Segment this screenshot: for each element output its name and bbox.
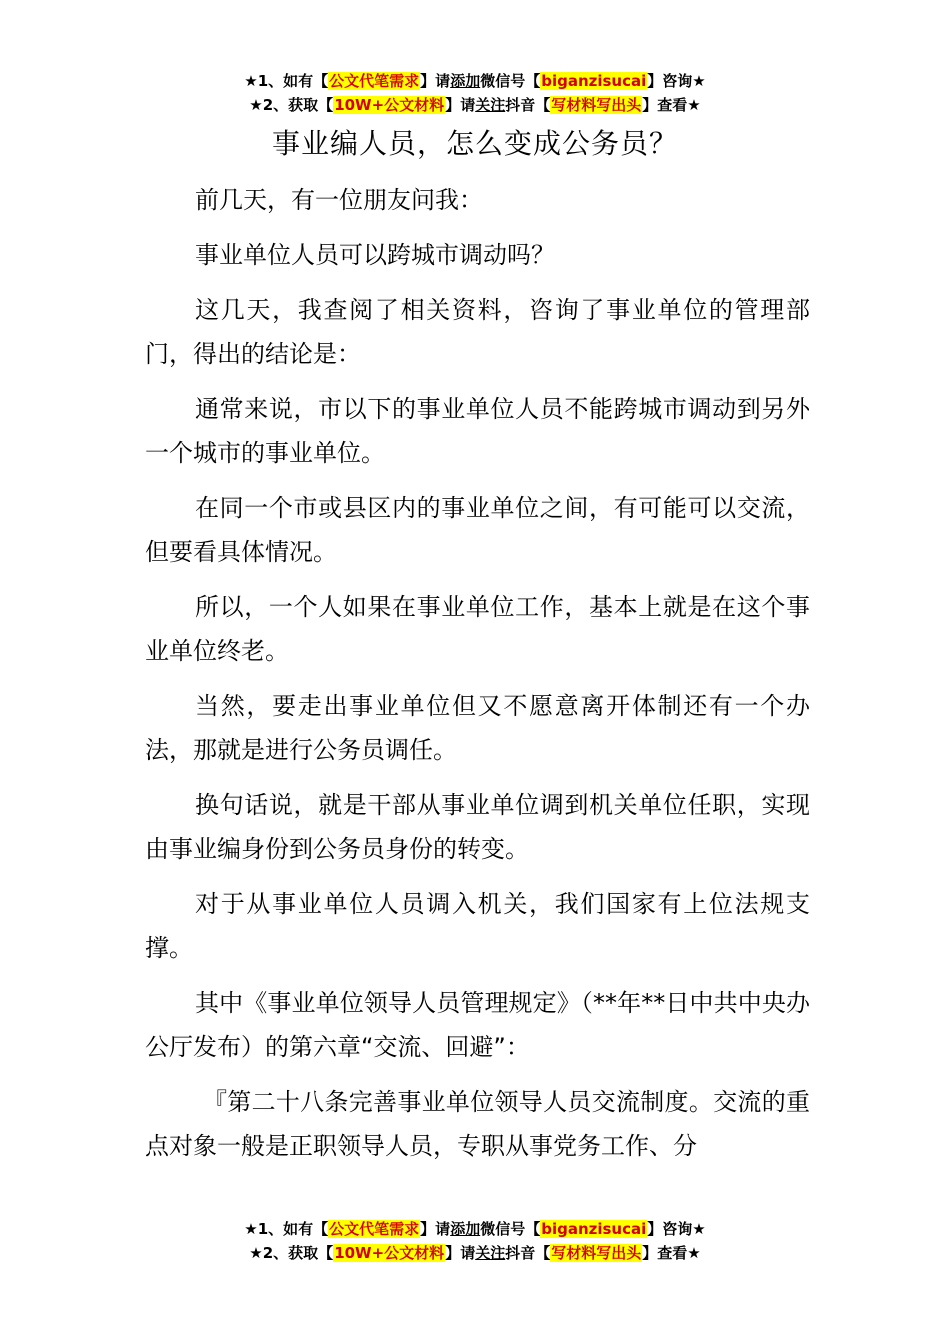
underlined-add: 添加 (450, 72, 481, 90)
highlight-wechat-id: biganzisucai (541, 1220, 647, 1238)
paragraph: 前几天，有一位朋友问我： (195, 186, 483, 214)
banner-text: 】请 (420, 72, 451, 90)
quoted-paragraph: 『第二十八条完善事业单位领导人员交流制度。交流的重点对象一般是正职领导人员，专职从事党务工作、分 (145, 1088, 810, 1160)
paragraph: 对于从事业单位人员调入机关，我们国家有上位法规支撑。 (145, 890, 810, 962)
banner-text: 】请 (420, 1220, 451, 1238)
underlined-add: 添加 (450, 1220, 481, 1238)
underlined-follow: 关注 (475, 1244, 506, 1262)
banner-text: 微信号【 (480, 1220, 541, 1238)
underlined-follow: 关注 (475, 96, 506, 114)
paragraph: 在同一个市或县区内的事业单位之间，有可能可以交流，但要看具体情况。 (145, 494, 810, 566)
banner-text: 】请 (445, 96, 476, 114)
paragraph: 其中《事业单位领导人员管理规定》（**年**日中共中央办公厅发布）的第六章“交流、回避”： (145, 989, 810, 1061)
highlight-wechat-id: biganzisucai (541, 72, 647, 90)
banner-text: 】查看★ (642, 1244, 701, 1262)
paragraph: 这几天，我查阅了相关资料，咨询了事业单位的管理部门，得出的结论是： (145, 296, 810, 368)
banner-text: 】查看★ (642, 96, 701, 114)
banner-text: 】咨询★ (647, 1220, 706, 1238)
banner-line-2 (0, 1241, 950, 1265)
banner-text: 】咨询★ (647, 72, 706, 90)
highlight-materials: 10W+公文材料 (334, 96, 445, 114)
banner-text: ★2、获取【 (249, 96, 334, 114)
banner-text: 抖音【 (505, 1244, 551, 1262)
banner-text: ★2、获取【 (249, 1244, 334, 1262)
paragraph: 换句话说，就是干部从事业单位调到机关单位任职，实现由事业编身份到公务员身份的转变。 (145, 791, 810, 863)
paragraph: 通常来说，市以下的事业单位人员不能跨城市调动到另外一个城市的事业单位。 (145, 395, 810, 467)
paragraph: 当然，要走出事业单位但又不愿意离开体制还有一个办法，那就是进行公务员调任。 (145, 692, 810, 764)
banner-line-1 (0, 69, 950, 93)
banner-text: 微信号【 (480, 72, 541, 90)
banner-text: 】请 (445, 1244, 476, 1262)
paragraph: 事业单位人员可以跨城市调动吗？ (195, 241, 555, 269)
banner-line-1 (0, 1217, 950, 1241)
highlight-materials: 10W+公文材料 (334, 1244, 445, 1262)
paragraph: 所以，一个人如果在事业单位工作，基本上就是在这个事业单位终老。 (145, 593, 810, 665)
highlight-douyin-account: 写材料写出头 (551, 96, 642, 114)
highlight-douyin-account: 写材料写出头 (551, 1244, 642, 1262)
header-banner (0, 69, 950, 117)
document-body (145, 178, 810, 1179)
banner-text: ★1、如有【 (244, 72, 329, 90)
banner-text: 抖音【 (505, 96, 551, 114)
highlight-ghostwriting: 公文代笔需求 (329, 72, 420, 90)
footer-banner (0, 1217, 950, 1265)
highlight-ghostwriting: 公文代笔需求 (329, 1220, 420, 1238)
banner-text: ★1、如有【 (244, 1220, 329, 1238)
document-title: 事业编人员，怎么变成公务员？ (271, 127, 678, 160)
banner-line-2 (0, 93, 950, 117)
